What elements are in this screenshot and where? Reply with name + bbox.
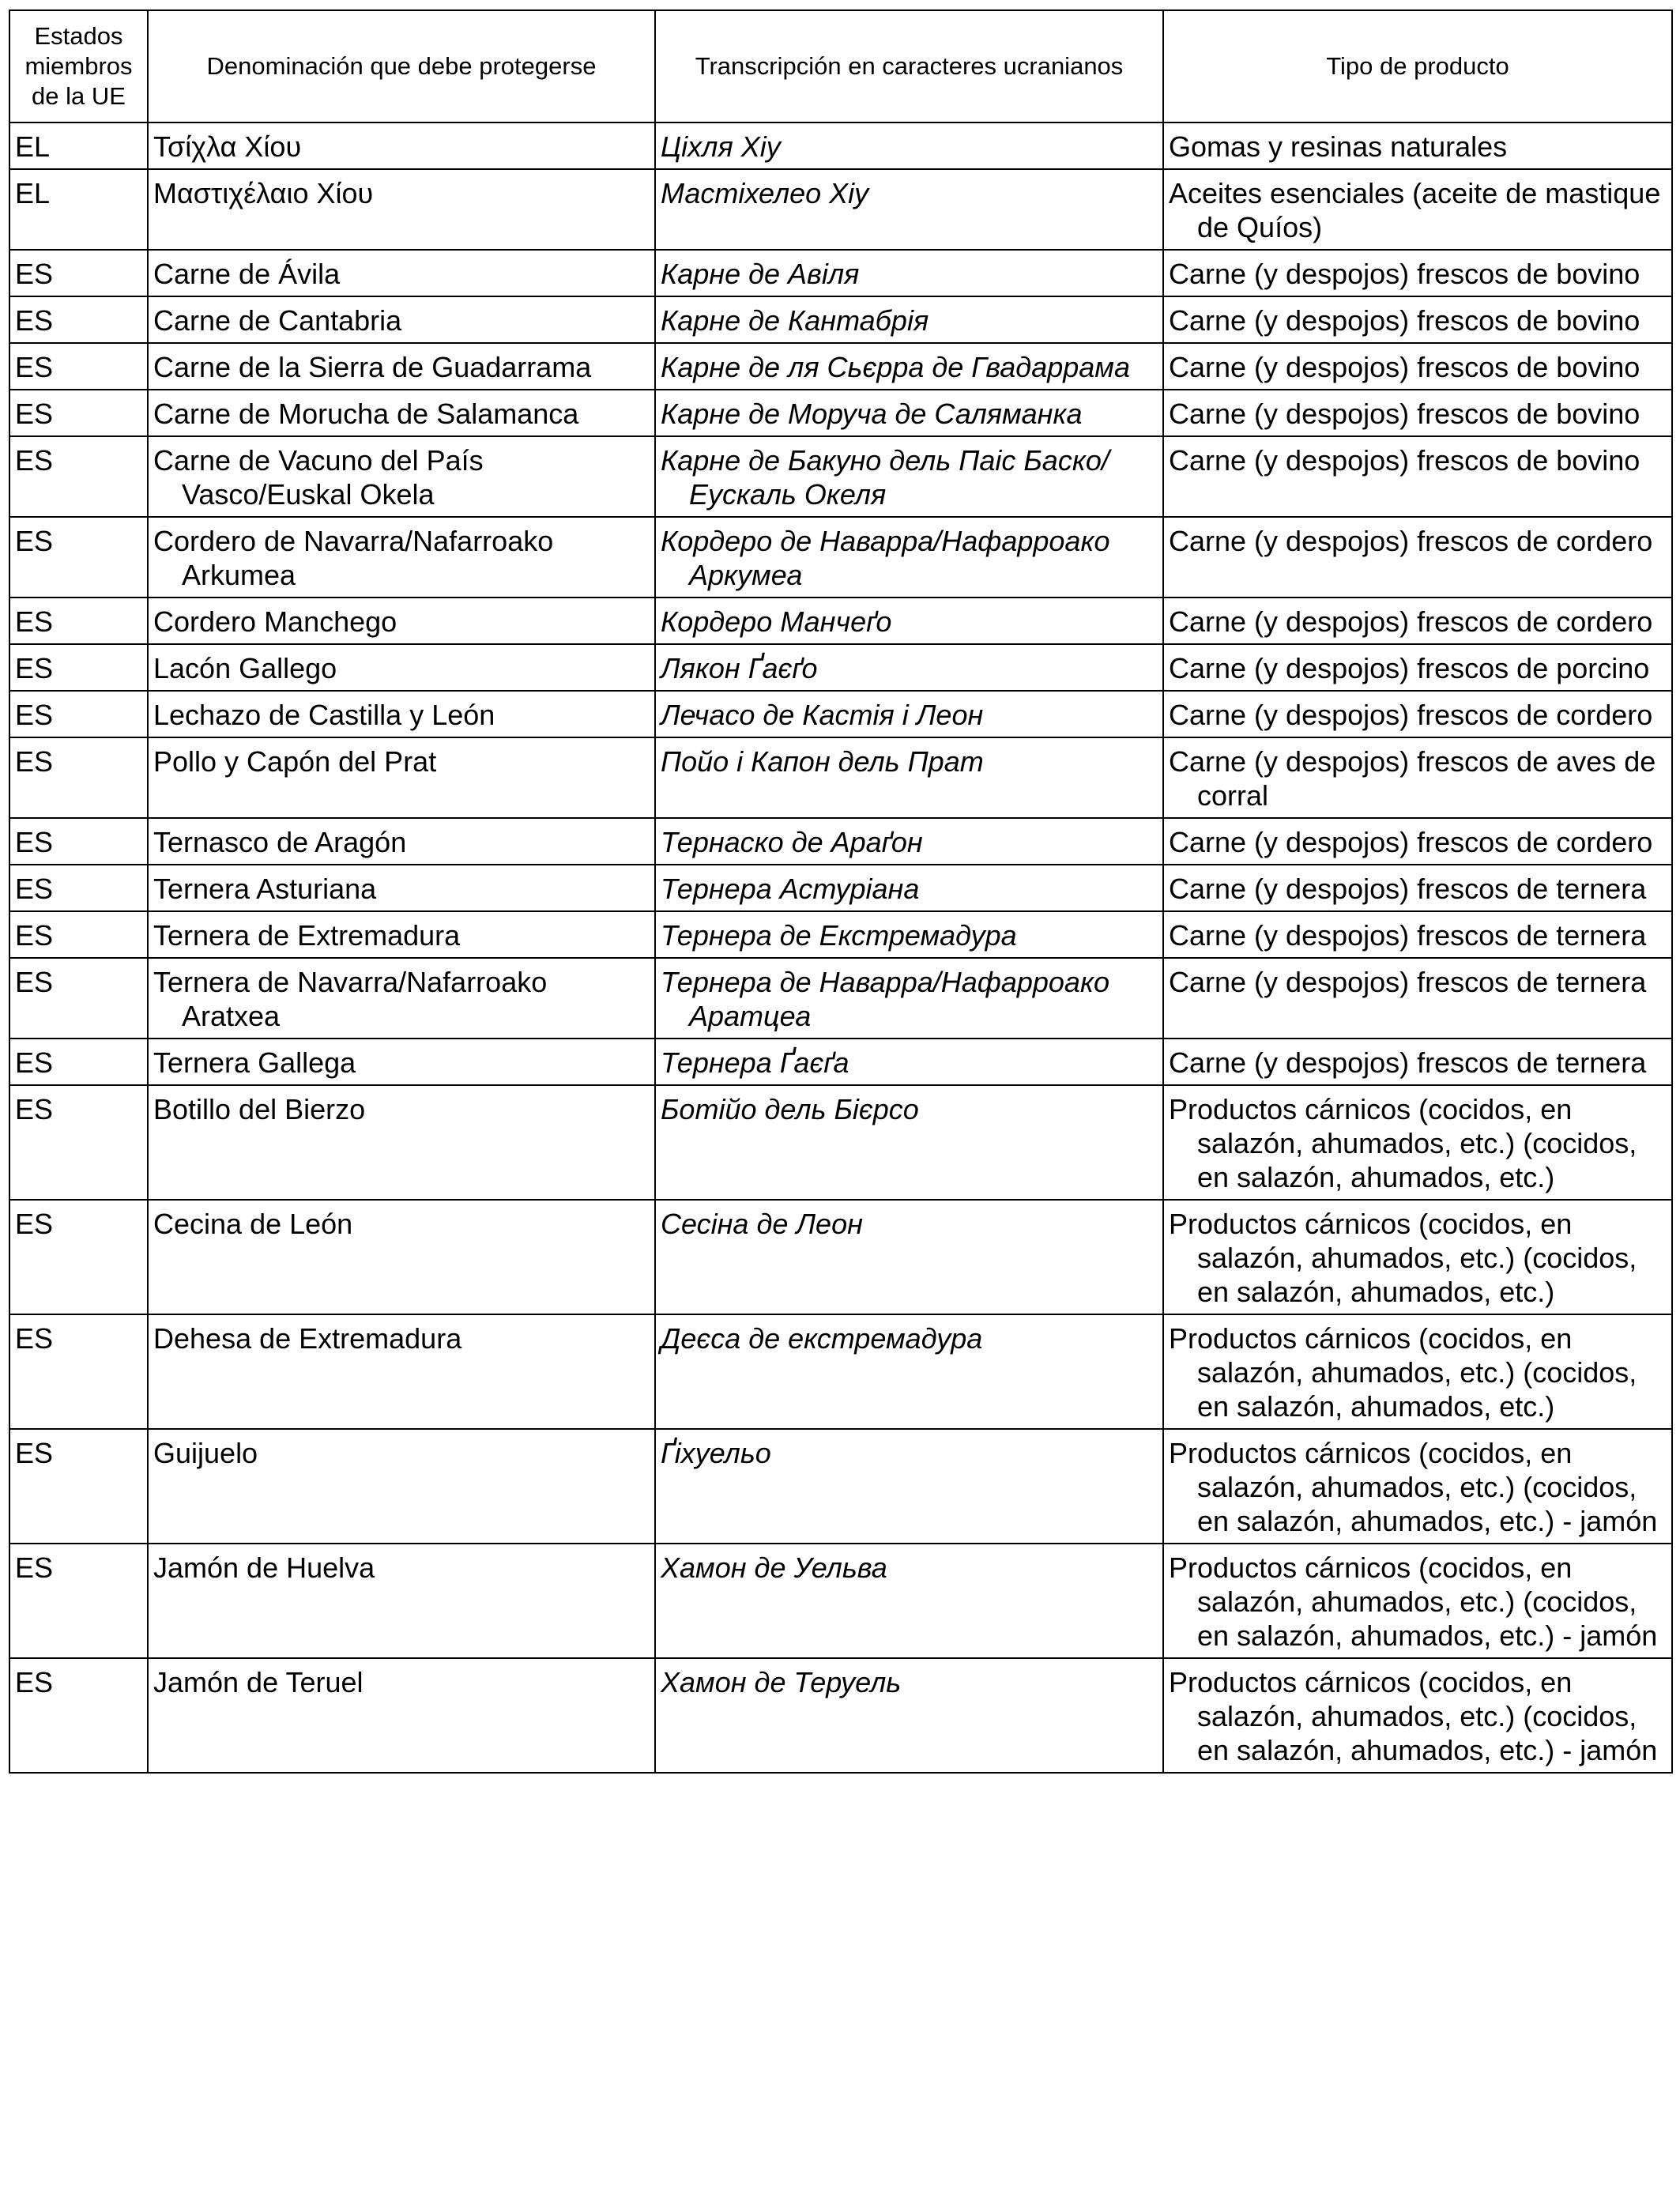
cell-product-type	[1163, 1658, 1672, 1773]
cell-member-state-text: ES	[15, 826, 54, 858]
cell-member-state-text: ES	[15, 652, 54, 684]
cell-protected-name-text: Μαστιχέλαιο Χίου	[153, 177, 374, 209]
cell-protected-name-text: Jamón de Huelva	[153, 1551, 375, 1584]
cell-member-state	[9, 598, 148, 644]
cell-member-state	[9, 1085, 148, 1200]
table-row	[9, 598, 1672, 644]
cell-ukrainian-transcription	[655, 169, 1163, 250]
table-row	[9, 865, 1672, 911]
cell-ukrainian-transcription-text: Сесіна де Леон	[661, 1208, 863, 1240]
cell-member-state-text: ES	[15, 919, 54, 952]
cell-ukrainian-transcription-text: Тернаско де Араґон	[661, 826, 923, 858]
cell-product-type	[1163, 1200, 1672, 1314]
cell-product-type	[1163, 598, 1672, 644]
cell-protected-name	[148, 296, 655, 343]
cell-member-state	[9, 1039, 148, 1085]
cell-protected-name	[148, 911, 655, 958]
cell-ukrainian-transcription	[655, 691, 1163, 737]
cell-protected-name	[148, 865, 655, 911]
cell-product-type-text: Productos cárnicos (cocidos, en salazón, ahumados, etc.) (cocidos, en salazón, ahumados, etc.) - jamón	[1169, 1666, 1658, 1766]
cell-product-type	[1163, 436, 1672, 517]
cell-ukrainian-transcription-text: Хамон де Теруель	[661, 1666, 902, 1698]
cell-member-state-text: ES	[15, 525, 54, 557]
cell-member-state-text: ES	[15, 873, 54, 905]
cell-ukrainian-transcription	[655, 911, 1163, 958]
cell-protected-name	[148, 818, 655, 865]
cell-product-type	[1163, 691, 1672, 737]
cell-member-state	[9, 1658, 148, 1773]
cell-product-type	[1163, 250, 1672, 296]
cell-member-state-text: EL	[15, 130, 51, 163]
cell-product-type	[1163, 390, 1672, 436]
cell-member-state-text: ES	[15, 1437, 54, 1469]
cell-product-type-text: Carne (y despojos) frescos de ternera	[1169, 873, 1647, 905]
cell-member-state	[9, 958, 148, 1039]
cell-ukrainian-transcription	[655, 1544, 1163, 1658]
cell-product-type	[1163, 737, 1672, 818]
cell-member-state	[9, 737, 148, 818]
cell-member-state	[9, 343, 148, 390]
cell-product-type	[1163, 911, 1672, 958]
table-row	[9, 1039, 1672, 1085]
cell-ukrainian-transcription	[655, 1200, 1163, 1314]
cell-protected-name-text: Carne de la Sierra de Guadarrama	[153, 351, 592, 383]
cell-protected-name-text: Lechazo de Castilla y León	[153, 699, 495, 731]
cell-member-state-text: ES	[15, 1208, 54, 1240]
cell-ukrainian-transcription	[655, 958, 1163, 1039]
cell-protected-name-text: Cecina de León	[153, 1208, 353, 1240]
table-row	[9, 169, 1672, 250]
cell-product-type	[1163, 1085, 1672, 1200]
cell-product-type	[1163, 958, 1672, 1039]
cell-member-state-text: ES	[15, 1046, 54, 1079]
cell-product-type-text: Carne (y despojos) frescos de cordero	[1169, 605, 1653, 638]
cell-ukrainian-transcription	[655, 644, 1163, 691]
cell-product-type-text: Carne (y despojos) frescos de ternera	[1169, 966, 1647, 998]
cell-protected-name	[148, 250, 655, 296]
cell-product-type-text: Carne (y despojos) frescos de bovino	[1169, 258, 1640, 290]
cell-protected-name	[148, 1200, 655, 1314]
cell-ukrainian-transcription-text: Карне де Бакуно дель Паіс Баско/Еускаль Океля	[661, 444, 1109, 511]
cell-member-state-text: ES	[15, 351, 54, 383]
cell-protected-name	[148, 737, 655, 818]
cell-product-type-text: Productos cárnicos (cocidos, en salazón, ahumados, etc.) (cocidos, en salazón, ahumados, etc.)	[1169, 1322, 1637, 1423]
cell-product-type-text: Productos cárnicos (cocidos, en salazón, ahumados, etc.) (cocidos, en salazón, ahumados, etc.) - jamón	[1169, 1551, 1658, 1652]
cell-protected-name-text: Ternera Gallega	[153, 1046, 356, 1079]
cell-ukrainian-transcription-text: Карне де Моруча де Саляманка	[661, 398, 1083, 430]
table-row	[9, 911, 1672, 958]
cell-protected-name-text: Cordero de Navarra/Nafarroako Arkumea	[153, 525, 554, 591]
table-row	[9, 818, 1672, 865]
cell-product-type-text: Productos cárnicos (cocidos, en salazón, ahumados, etc.) (cocidos, en salazón, ahumados, etc.)	[1169, 1093, 1637, 1193]
cell-ukrainian-transcription	[655, 1429, 1163, 1544]
cell-protected-name	[148, 390, 655, 436]
cell-product-type-text: Carne (y despojos) frescos de bovino	[1169, 351, 1640, 383]
cell-member-state-text: ES	[15, 1666, 54, 1698]
table-row	[9, 123, 1672, 169]
cell-member-state-text: ES	[15, 699, 54, 731]
cell-protected-name	[148, 1314, 655, 1429]
header-row	[9, 10, 1672, 123]
cell-product-type	[1163, 1314, 1672, 1429]
cell-protected-name-text: Carne de Cantabria	[153, 304, 402, 337]
cell-member-state	[9, 911, 148, 958]
cell-protected-name-text: Cordero Manchego	[153, 605, 397, 638]
header-member-state: Estados miembros de la UE	[9, 10, 148, 123]
cell-ukrainian-transcription	[655, 598, 1163, 644]
cell-member-state-text: ES	[15, 745, 54, 778]
cell-ukrainian-transcription-text: Лечасо де Кастія і Леон	[661, 699, 984, 731]
cell-product-type	[1163, 343, 1672, 390]
cell-member-state-text: ES	[15, 966, 54, 998]
cell-protected-name-text: Ternera Asturiana	[153, 873, 377, 905]
cell-member-state	[9, 436, 148, 517]
cell-protected-name-text: Carne de Vacuno del País Vasco/Euskal Okela	[153, 444, 484, 511]
cell-protected-name	[148, 958, 655, 1039]
cell-member-state	[9, 818, 148, 865]
cell-ukrainian-transcription	[655, 865, 1163, 911]
header-protected-name: Denominación que debe protegerse	[148, 10, 655, 123]
cell-ukrainian-transcription-text: Хамон де Уельва	[661, 1551, 887, 1584]
table-row	[9, 250, 1672, 296]
cell-product-type-text: Carne (y despojos) frescos de ternera	[1169, 919, 1647, 952]
cell-member-state	[9, 169, 148, 250]
cell-member-state	[9, 250, 148, 296]
cell-member-state-text: ES	[15, 1551, 54, 1584]
cell-member-state-text: ES	[15, 398, 54, 430]
cell-product-type-text: Productos cárnicos (cocidos, en salazón, ahumados, etc.) (cocidos, en salazón, ahumados, etc.) - jamón	[1169, 1437, 1658, 1537]
cell-member-state-text: ES	[15, 1093, 54, 1125]
table-row	[9, 1429, 1672, 1544]
cell-ukrainian-transcription-text: Тернера де Екстремадура	[661, 919, 1017, 952]
cell-protected-name	[148, 1429, 655, 1544]
cell-product-type	[1163, 169, 1672, 250]
cell-ukrainian-transcription-text: Карне де ля Сьєрра де Гвадаррама	[661, 351, 1130, 383]
geographical-indications-table	[9, 9, 1673, 1774]
cell-product-type-text: Carne (y despojos) frescos de porcino	[1169, 652, 1650, 684]
cell-ukrainian-transcription	[655, 1314, 1163, 1429]
cell-member-state	[9, 1314, 148, 1429]
cell-member-state-text: ES	[15, 258, 54, 290]
cell-ukrainian-transcription	[655, 737, 1163, 818]
cell-ukrainian-transcription-text: Тернера Астуріана	[661, 873, 920, 905]
cell-ukrainian-transcription-text: Тернера де Наварра/Нафарроако Аратцеа	[661, 966, 1109, 1032]
table-row	[9, 296, 1672, 343]
cell-ukrainian-transcription	[655, 1658, 1163, 1773]
cell-protected-name-text: Botillo del Bierzo	[153, 1093, 366, 1125]
cell-product-type-text: Carne (y despojos) frescos de ternera	[1169, 1046, 1647, 1079]
cell-ukrainian-transcription-text: Ціхля Хіу	[661, 130, 781, 163]
cell-ukrainian-transcription	[655, 1039, 1163, 1085]
cell-protected-name	[148, 1658, 655, 1773]
cell-protected-name	[148, 1544, 655, 1658]
cell-protected-name	[148, 644, 655, 691]
cell-ukrainian-transcription-text: Мастіхелео Хіу	[661, 177, 869, 209]
header-product-type: Tipo de producto	[1163, 10, 1672, 123]
cell-member-state-text: ES	[15, 444, 54, 477]
cell-product-type	[1163, 1039, 1672, 1085]
cell-member-state-text: ES	[15, 1322, 54, 1355]
cell-product-type-text: Carne (y despojos) frescos de bovino	[1169, 304, 1640, 337]
cell-member-state-text: ES	[15, 605, 54, 638]
table-row	[9, 1544, 1672, 1658]
cell-protected-name	[148, 1039, 655, 1085]
table-row	[9, 517, 1672, 598]
cell-protected-name-text: Τσίχλα Χίου	[153, 130, 302, 163]
cell-protected-name-text: Carne de Ávila	[153, 258, 341, 290]
cell-member-state	[9, 1200, 148, 1314]
table-row	[9, 343, 1672, 390]
table-row	[9, 691, 1672, 737]
cell-protected-name	[148, 1085, 655, 1200]
cell-member-state	[9, 691, 148, 737]
cell-member-state	[9, 1429, 148, 1544]
cell-protected-name-text: Ternera de Extremadura	[153, 919, 461, 952]
cell-protected-name	[148, 691, 655, 737]
cell-protected-name-text: Dehesa de Extremadura	[153, 1322, 462, 1355]
cell-product-type-text: Carne (y despojos) frescos de bovino	[1169, 398, 1640, 430]
cell-protected-name-text: Carne de Morucha de Salamanca	[153, 398, 579, 430]
cell-ukrainian-transcription	[655, 123, 1163, 169]
cell-ukrainian-transcription	[655, 250, 1163, 296]
cell-product-type-text: Carne (y despojos) frescos de cordero	[1169, 525, 1653, 557]
cell-ukrainian-transcription-text: Ботійо дель Бієрсо	[661, 1093, 919, 1125]
table-row	[9, 1658, 1672, 1773]
cell-protected-name	[148, 598, 655, 644]
table-row	[9, 1314, 1672, 1429]
cell-member-state-text: ES	[15, 304, 54, 337]
cell-ukrainian-transcription-text: Кордеро де Наварра/Нафарроако Аркумеа	[661, 525, 1110, 591]
cell-product-type-text: Carne (y despojos) frescos de aves de corral	[1169, 745, 1656, 812]
table-row	[9, 1085, 1672, 1200]
cell-product-type-text: Carne (y despojos) frescos de cordero	[1169, 699, 1653, 731]
cell-protected-name	[148, 517, 655, 598]
cell-product-type-text: Carne (y despojos) frescos de bovino	[1169, 444, 1640, 477]
table-row	[9, 390, 1672, 436]
header-ukrainian-transcription: Transcripción en caracteres ucranianos	[655, 10, 1163, 123]
cell-member-state-text: EL	[15, 177, 51, 209]
cell-member-state	[9, 390, 148, 436]
cell-product-type	[1163, 865, 1672, 911]
cell-product-type-text: Productos cárnicos (cocidos, en salazón, ahumados, etc.) (cocidos, en salazón, ahumados, etc.)	[1169, 1208, 1637, 1308]
table-header	[9, 10, 1672, 123]
cell-protected-name	[148, 436, 655, 517]
cell-member-state	[9, 123, 148, 169]
cell-product-type	[1163, 1429, 1672, 1544]
cell-member-state	[9, 1544, 148, 1658]
table-row	[9, 958, 1672, 1039]
cell-protected-name-text: Guijuelo	[153, 1437, 258, 1469]
cell-member-state	[9, 517, 148, 598]
cell-ukrainian-transcription-text: Лякон Ґаєґо	[661, 652, 818, 684]
cell-protected-name	[148, 123, 655, 169]
table-row	[9, 1200, 1672, 1314]
cell-product-type	[1163, 296, 1672, 343]
cell-ukrainian-transcription	[655, 343, 1163, 390]
cell-ukrainian-transcription	[655, 436, 1163, 517]
cell-ukrainian-transcription	[655, 1085, 1163, 1200]
cell-ukrainian-transcription-text: Кордеро Манчеґо	[661, 605, 892, 638]
cell-ukrainian-transcription-text: Карне де Кантабрія	[661, 304, 929, 337]
cell-product-type	[1163, 1544, 1672, 1658]
table-row	[9, 436, 1672, 517]
cell-protected-name	[148, 343, 655, 390]
cell-product-type	[1163, 517, 1672, 598]
cell-ukrainian-transcription-text: Ґіхуельо	[661, 1437, 771, 1469]
cell-protected-name-text: Ternera de Navarra/Nafarroako Aratxea	[153, 966, 548, 1032]
cell-protected-name-text: Jamón de Teruel	[153, 1666, 363, 1698]
cell-protected-name-text: Pollo y Capón del Prat	[153, 745, 437, 778]
cell-ukrainian-transcription	[655, 390, 1163, 436]
cell-product-type	[1163, 644, 1672, 691]
table-row	[9, 737, 1672, 818]
cell-protected-name-text: Lacón Gallego	[153, 652, 337, 684]
cell-ukrainian-transcription	[655, 517, 1163, 598]
cell-product-type	[1163, 123, 1672, 169]
cell-ukrainian-transcription	[655, 296, 1163, 343]
cell-ukrainian-transcription	[655, 818, 1163, 865]
document-page	[9, 9, 1671, 1774]
cell-product-type	[1163, 818, 1672, 865]
cell-ukrainian-transcription-text: Пойо і Капон дель Прат	[661, 745, 984, 778]
cell-product-type-text: Carne (y despojos) frescos de cordero	[1169, 826, 1653, 858]
cell-protected-name	[148, 169, 655, 250]
cell-product-type-text: Gomas y resinas naturales	[1169, 130, 1508, 163]
cell-member-state	[9, 644, 148, 691]
cell-ukrainian-transcription-text: Деєса де екстремадура	[661, 1322, 983, 1355]
cell-ukrainian-transcription-text: Тернера Ґаєґа	[661, 1046, 849, 1079]
table-row	[9, 644, 1672, 691]
cell-ukrainian-transcription-text: Карне де Авіля	[661, 258, 860, 290]
cell-protected-name-text: Ternasco de Aragón	[153, 826, 407, 858]
cell-member-state	[9, 865, 148, 911]
cell-product-type-text: Aceites esenciales (aceite de mastique de Quíos)	[1169, 177, 1661, 243]
table-body	[9, 123, 1672, 1773]
cell-member-state	[9, 296, 148, 343]
